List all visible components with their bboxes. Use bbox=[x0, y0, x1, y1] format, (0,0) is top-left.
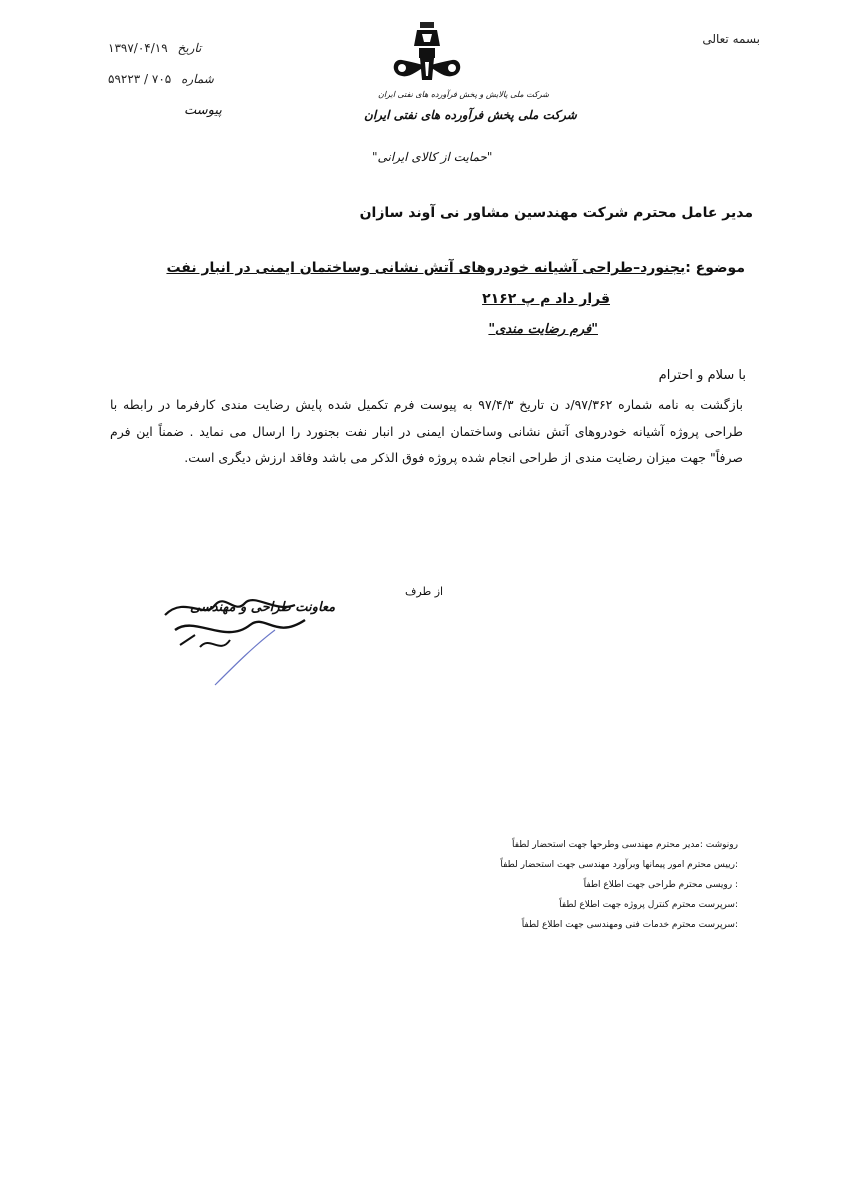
emblem-icon bbox=[362, 18, 492, 98]
subject-title: بجنورد–طراحی آشیانه خودروهای آتش نشانی وساختمان ایمنی در انبار نفت bbox=[166, 260, 686, 276]
company-name: شرکت ملی پخش فرآورده های نفتی ایران bbox=[364, 108, 577, 122]
attachment-label: پیوست bbox=[184, 103, 222, 118]
from-label: از طرف bbox=[405, 585, 444, 598]
date-field bbox=[108, 41, 201, 55]
addressee: مدیر عامل محترم شرکت مهندسین مشاور نی آوند سازان bbox=[359, 205, 753, 221]
company-logo bbox=[362, 18, 492, 98]
number-field bbox=[108, 72, 214, 86]
cc-item: :رییس محترم امور پیمانها وبرآورد مهندسی جهت استحضار لطفاً bbox=[500, 860, 738, 870]
invocation-text: بسمه تعالی bbox=[702, 32, 760, 46]
cc-item: رونوشت :مدیر محترم مهندسی وطرحها جهت استحضار لطفاً bbox=[512, 840, 738, 850]
date-label: تاریخ bbox=[177, 41, 202, 55]
date-value: ۱۳۹۷/۰۴/۱۹ bbox=[108, 41, 168, 55]
company-slogan: "حمایت از کالای ایرانی" bbox=[372, 150, 493, 164]
greeting: با سلام و احترام bbox=[658, 368, 746, 383]
subject-form-title: "فرم رضایت مندی" bbox=[488, 322, 598, 337]
cc-item: :سرپرست محترم خدمات فنی ومهندسی جهت اطلاع لطفاً bbox=[521, 920, 738, 930]
company-sub-line: شرکت ملی پالایش و پخش فرآورده های نفتی ایران bbox=[378, 90, 550, 99]
subject-prefix: موضوع : bbox=[685, 260, 745, 276]
letter-body: بازگشت به نامه شماره ۹۷/۳۶۲/د ن تاریخ ۹۷/۴/۳ به پیوست فرم تکمیل شده پایش رضایت مندی کارفرما در رابطه با طراحی پروژه آشیانه خودروهای آتش نشانی وساختمان ایمنی در انبار نفت بجنورد را ارسال می نماید . ضمناً این فرم صرفاً" جهت میزان رضایت مندی از طراحی انجام شده پروژه فوق الذکر می باشد وفاقد ارزش دیگری است. bbox=[110, 397, 743, 465]
deputy-title: معاونت طراحی و مهندسی bbox=[190, 600, 336, 615]
number-label: شماره bbox=[181, 72, 214, 86]
subject-line-1 bbox=[166, 260, 745, 276]
handwritten-signature bbox=[155, 585, 355, 699]
subject-contract: قرار داد م پ ۲۱۶۲ bbox=[482, 291, 610, 307]
letter-number-value: ۷۰۵ / ۵۹۲۲۳ bbox=[108, 72, 172, 86]
cc-item: :سرپرست محترم کنترل پروژه جهت اطلاع لطفاً bbox=[559, 900, 738, 910]
cc-item: : رویسی محترم طراحی جهت اطلاع اطفاً bbox=[583, 880, 738, 890]
